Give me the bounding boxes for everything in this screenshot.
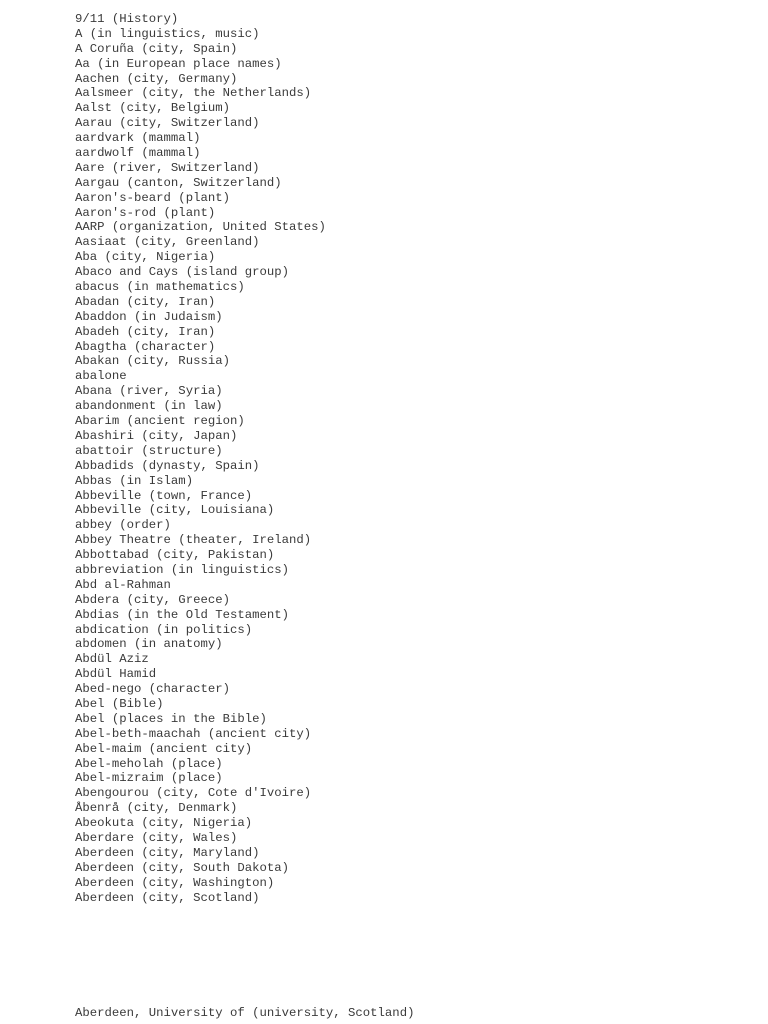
- index-entry: Abbeville (city, Louisiana): [75, 503, 275, 518]
- index-entry: Aberdare (city, Wales): [75, 830, 238, 845]
- index-entry: Aalst (city, Belgium): [75, 101, 230, 116]
- index-entry: abacus (in mathematics): [75, 280, 245, 295]
- index-entry: Abeokuta (city, Nigeria): [75, 816, 253, 831]
- index-entry: Aberdeen (city, Washington): [75, 875, 275, 890]
- index-entry: Abdül Aziz: [75, 652, 149, 667]
- index-entry: Abakan (city, Russia): [75, 354, 230, 369]
- index-entry: Abbottabad (city, Pakistan): [75, 548, 275, 563]
- index-entry: Abed-nego (character): [75, 682, 230, 697]
- index-entry: abattoir (structure): [75, 443, 223, 458]
- index-entry: Åbenrå (city, Denmark): [75, 801, 238, 816]
- index-entry: Abbadids (dynasty, Spain): [75, 458, 260, 473]
- index-entry: Abel-meholah (place): [75, 756, 223, 771]
- index-entry: Abashiri (city, Japan): [75, 428, 238, 443]
- index-entry: Aalsmeer (city, the Netherlands): [75, 86, 312, 101]
- index-entry: Aasiaat (city, Greenland): [75, 235, 260, 250]
- index-entry: Aargau (canton, Switzerland): [75, 175, 282, 190]
- index-entry: Abdera (city, Greece): [75, 592, 230, 607]
- index-entry: Abaco and Cays (island group): [75, 265, 290, 280]
- index-entry: Abbeville (town, France): [75, 488, 253, 503]
- index-entry: abdication (in politics): [75, 622, 253, 637]
- index-entry: Aachen (city, Germany): [75, 71, 238, 86]
- index-entry: Aberdeen (city, Scotland): [75, 890, 260, 905]
- index-entry: Abengourou (city, Cote d'Ivoire): [75, 786, 312, 801]
- index-entry: Abadan (city, Iran): [75, 294, 216, 309]
- index-entry: Aa (in European place names): [75, 56, 282, 71]
- index-entry: aardvark (mammal): [75, 131, 201, 146]
- index-entry: Abd al-Rahman: [75, 577, 171, 592]
- index-entry: Abel-beth-maachah (ancient city): [75, 726, 312, 741]
- index-entry: Abagtha (character): [75, 339, 216, 354]
- index-entry: Aberdeen (city, South Dakota): [75, 860, 290, 875]
- index-entry: Abdül Hamid: [75, 667, 157, 682]
- index-entry: Abbas (in Islam): [75, 473, 194, 488]
- index-entry: Abadeh (city, Iran): [75, 324, 216, 339]
- index-entry: Abana (river, Syria): [75, 384, 223, 399]
- index-entry: Abel (Bible): [75, 696, 164, 711]
- index-entry: Aarau (city, Switzerland): [75, 116, 260, 131]
- index-entry: A Coruña (city, Spain): [75, 41, 238, 56]
- index-entry: A (in linguistics, music): [75, 26, 260, 41]
- index-entry: Abdias (in the Old Testament): [75, 607, 290, 622]
- index-entry: abalone: [75, 369, 127, 384]
- index-entry: abbey (order): [75, 518, 171, 533]
- index-entry: Abel (places in the Bible): [75, 711, 267, 726]
- index-entry: abdomen (in anatomy): [75, 637, 223, 652]
- index-entry-list: [75, 12, 326, 905]
- index-entry: abbreviation (in linguistics): [75, 562, 290, 577]
- index-entry: AARP (organization, United States): [75, 220, 326, 235]
- index-entry: Abbey Theatre (theater, Ireland): [75, 533, 312, 548]
- index-entry: Aberdeen (city, Maryland): [75, 845, 260, 860]
- index-entry: abandonment (in law): [75, 399, 223, 414]
- index-entry: Abarim (ancient region): [75, 414, 245, 429]
- index-entry: Abel-mizraim (place): [75, 771, 223, 786]
- index-entry: aardwolf (mammal): [75, 146, 201, 161]
- index-entry: Abel-maim (ancient city): [75, 741, 253, 756]
- index-entry: 9/11 (History): [75, 12, 179, 26]
- index-entry: Aare (river, Switzerland): [75, 160, 260, 175]
- index-entry: Aaron's-beard (plant): [75, 190, 230, 205]
- index-entry: Aaron's-rod (plant): [75, 205, 216, 220]
- index-entry: Abaddon (in Judaism): [75, 309, 223, 324]
- footer-entry: Aberdeen, University of (university, Scotland): [75, 1006, 415, 1020]
- index-entry: Aba (city, Nigeria): [75, 250, 216, 265]
